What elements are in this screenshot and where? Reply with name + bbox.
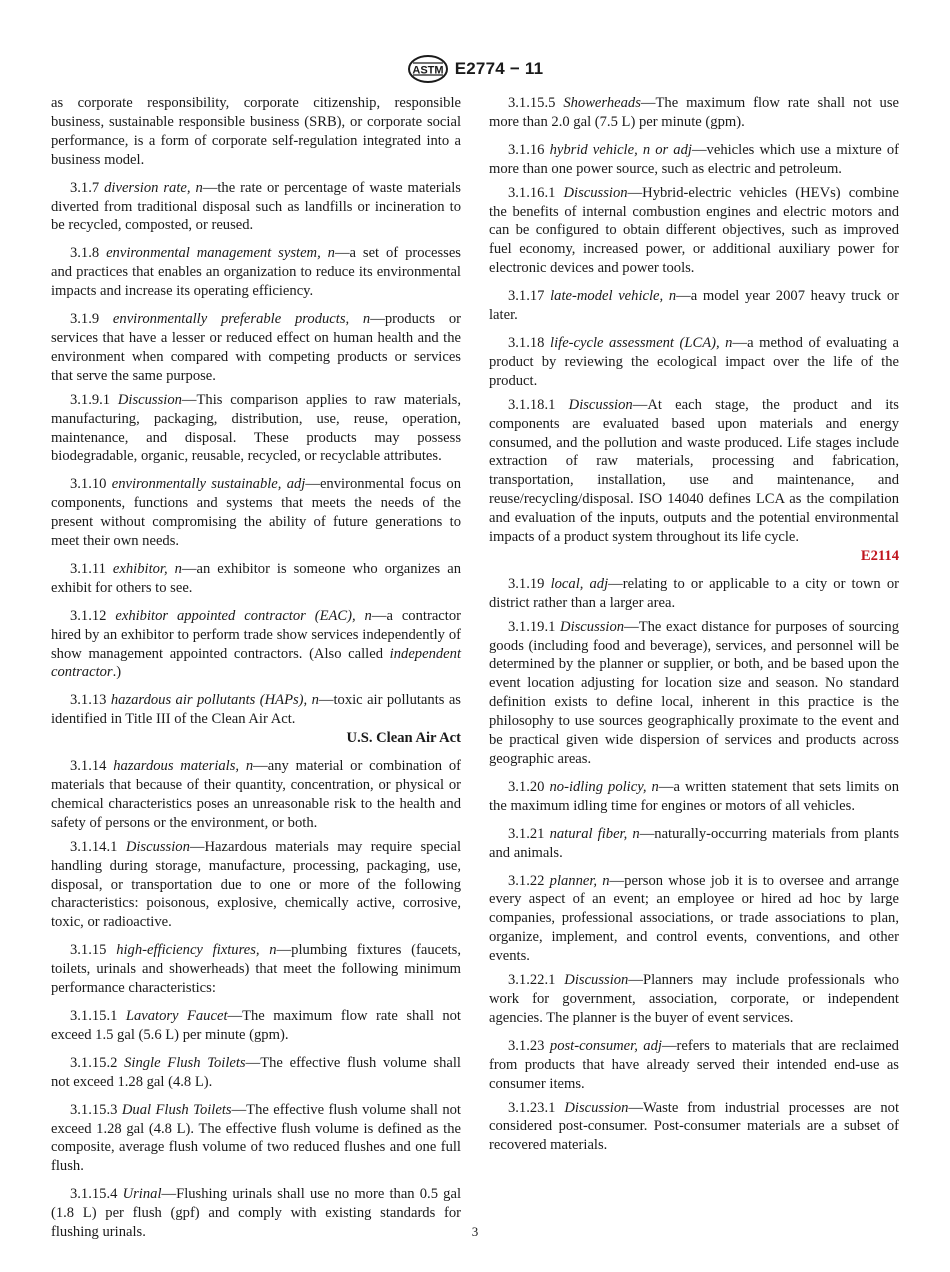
definition-3-1-21: 3.1.21 natural fiber, n—naturally-occurring materials from plants and animals. bbox=[489, 825, 899, 861]
definition-3-1-22: 3.1.22 planner, n—person whose job it is to oversee and arrange every aspect of an event; an employee or hired ad hoc by large companies, professional associations, or trade associations to plan, organize, implement, and control events, conventions, and other events. bbox=[489, 872, 899, 965]
definition-3-1-20: 3.1.20 no-idling policy, n—a written statement that sets limits on the maximum idling time for engines or motors of all vehicles. bbox=[489, 778, 899, 814]
definition-3-1-16: 3.1.16 hybrid vehicle, n or adj—vehicles which use a mixture of more than one power source, such as electric and petroleum. bbox=[489, 141, 899, 177]
definition-3-1-15-5: 3.1.15.5 Showerheads—The maximum flow rate shall not use more than 2.0 gal (7.5 L) per minute (gpm). bbox=[489, 95, 900, 130]
definition-3-1-15-4: 3.1.15.4 Urinal—Flushing urinals shall use no more than 0.5 gal (1.8 L) per flush (gpf) and comply with existing standards for flushing urinals. bbox=[51, 1186, 461, 1241]
astm-logo-icon bbox=[407, 54, 449, 84]
definition-3-1-19: 3.1.19 local, adj—relating to or applicable to a city or town or district rather than a larger area. bbox=[489, 575, 899, 611]
page-number: 3 bbox=[471, 1224, 479, 1239]
discussion-3-1-14-1: 3.1.14.1 Discussion—Hazardous materials may require special handling during storage, manufacture, processing, packaging, use, disposal, or transportation due to one or more of the following characteristics: poisonous, explosive, chemically active, corrosive, toxic, or radioactive. bbox=[51, 838, 461, 931]
definition-3-1-17: 3.1.17 late-model vehicle, n—a model year 2007 heavy truck or later. bbox=[489, 288, 899, 324]
definition-3-1-10: 3.1.10 environmentally sustainable, adj—environmental focus on components, functions and systems that meets the needs of the present without compromising the ability of future generations to meet their own needs. bbox=[51, 476, 461, 550]
discussion-3-1-23-1: 3.1.23.1 Discussion—Waste from industrial processes are not considered post-consumer. Post-consumer materials are a subset of recovered materials. bbox=[489, 1099, 899, 1154]
document-header bbox=[0, 54, 950, 84]
standard-designation: E2774 − 11 bbox=[454, 59, 544, 78]
paragraph-continuation: as corporate responsibility, corporate citizenship, responsible business, sustainable responsible business (SRB), or corporate social performance, is a form of corporate self-regulation integrated into a business model. bbox=[51, 95, 461, 168]
definition-3-1-8: 3.1.8 environmental management system, n—a set of processes and practices that enables an organization to reduce its environmental impacts and increase its operating efficiency. bbox=[51, 245, 461, 300]
definition-3-1-13: 3.1.13 hazardous air pollutants (HAPs), n—toxic air pollutants as identified in Title III of the Clean Air Act. bbox=[51, 692, 461, 728]
definition-3-1-9: 3.1.9 environmentally preferable products, n—products or services that have a lesser or reduced effect on human health and the environment when compared with competing products or services that serve the same purpose. bbox=[51, 311, 461, 384]
discussion-3-1-18-1: 3.1.18.1 Discussion—At each stage, the product and its components are evaluated based upon materials and energy consumed, and the pollution and waste produced. Life stages include extraction of raw materials, processing and fabrication, transportation, installation, use and maintenance, and reuse/recycling/disposal. ISO 14040 defines LCA as the compilation and evaluation of the inputs, outputs and the potential environmental impacts of a product system throughout its life cycle. bbox=[489, 396, 899, 546]
definition-3-1-15-2: 3.1.15.2 Single Flush Toilets—The effective flush volume shall not exceed 1.28 gal (4.8 L). bbox=[51, 1054, 461, 1090]
definition-3-1-23: 3.1.23 post-consumer, adj—refers to materials that are reclaimed from products that have already served their intended end-use as consumer items. bbox=[489, 1037, 899, 1092]
definition-3-1-7: 3.1.7 diversion rate, n—the rate or percentage of waste materials diverted from traditional disposal such as landfills or incineration to be recycled, composted, or reused. bbox=[51, 179, 461, 234]
discussion-3-1-19-1: 3.1.19.1 Discussion—The exact distance for purposes of sourcing goods (including food and beverage), services, and personnel will be determined by the planner or supplier, or both, and be based upon the event location adjusting for location size and season. No standard definition exists to define local, inherent in this practice is the philosophy to use sources geographically proximate to the event and be practical given wide dispersion of services and products across geographic areas. bbox=[489, 618, 899, 767]
definition-3-1-11: 3.1.11 exhibitor, n—an exhibitor is someone who organizes an exhibit for others to see. bbox=[51, 560, 461, 596]
left-column bbox=[51, 94, 461, 1247]
right-column bbox=[489, 94, 899, 1160]
definition-3-1-15-3: 3.1.15.3 Dual Flush Toilets—The effective flush volume shall not exceed 1.28 gal (4.8 L). The effective flush volume is defined as the composite, average flush volume of two reduced flushes and one full flush. bbox=[51, 1101, 461, 1175]
source-reference-link[interactable]: E2114 bbox=[860, 547, 899, 564]
definition-3-1-12: 3.1.12 exhibitor appointed contractor (EAC), n—a contractor hired by an exhibitor to perform trade show services independently of show management appointed contractors. (Also called independent contractor.) bbox=[51, 607, 461, 681]
definition-3-1-15: 3.1.15 high-efficiency fixtures, n—plumbing fixtures (faucets, toilets, urinals and showerheads) that meet the following minimum performance characteristics: bbox=[51, 942, 462, 997]
svg-text:ASTM: ASTM bbox=[412, 64, 444, 77]
source-reference: U.S. Clean Air Act bbox=[346, 730, 461, 747]
discussion-3-1-16-1: 3.1.16.1 Discussion—Hybrid-electric vehicles (HEVs) combine the benefits of internal combustion engines and electric motors and can be configured to obtain different objectives, such as improved fuel economy, increased power, or additional auxiliary power for electronic devices and power tools. bbox=[489, 184, 899, 277]
definition-3-1-14: 3.1.14 hazardous materials, n—any material or combination of materials that because of their quantity, concentration, or physical or chemical characteristics poses an unreasonable risk to the health and safety of persons or the environment, or both. bbox=[51, 758, 461, 831]
definition-3-1-15-1: 3.1.15.1 Lavatory Faucet—The maximum flow rate shall not exceed 1.5 gal (5.6 L) per minute (gpm). bbox=[51, 1007, 461, 1043]
discussion-3-1-9-1: 3.1.9.1 Discussion—This comparison applies to raw materials, manufacturing, packaging, distribution, use, reuse, operation, maintenance, and disposal. These products may possess biodegradable, organic, reusable, recycled, or recyclable attributes. bbox=[51, 391, 461, 465]
definition-3-1-18: 3.1.18 life-cycle assessment (LCA), n—a method of evaluating a product by reviewing the ecological impact over the life of the product. bbox=[489, 334, 900, 389]
discussion-3-1-22-1: 3.1.22.1 Discussion—Planners may include professionals who work for government, association, corporate, or independent agencies. The planner is the buyer of event services. bbox=[489, 972, 899, 1026]
